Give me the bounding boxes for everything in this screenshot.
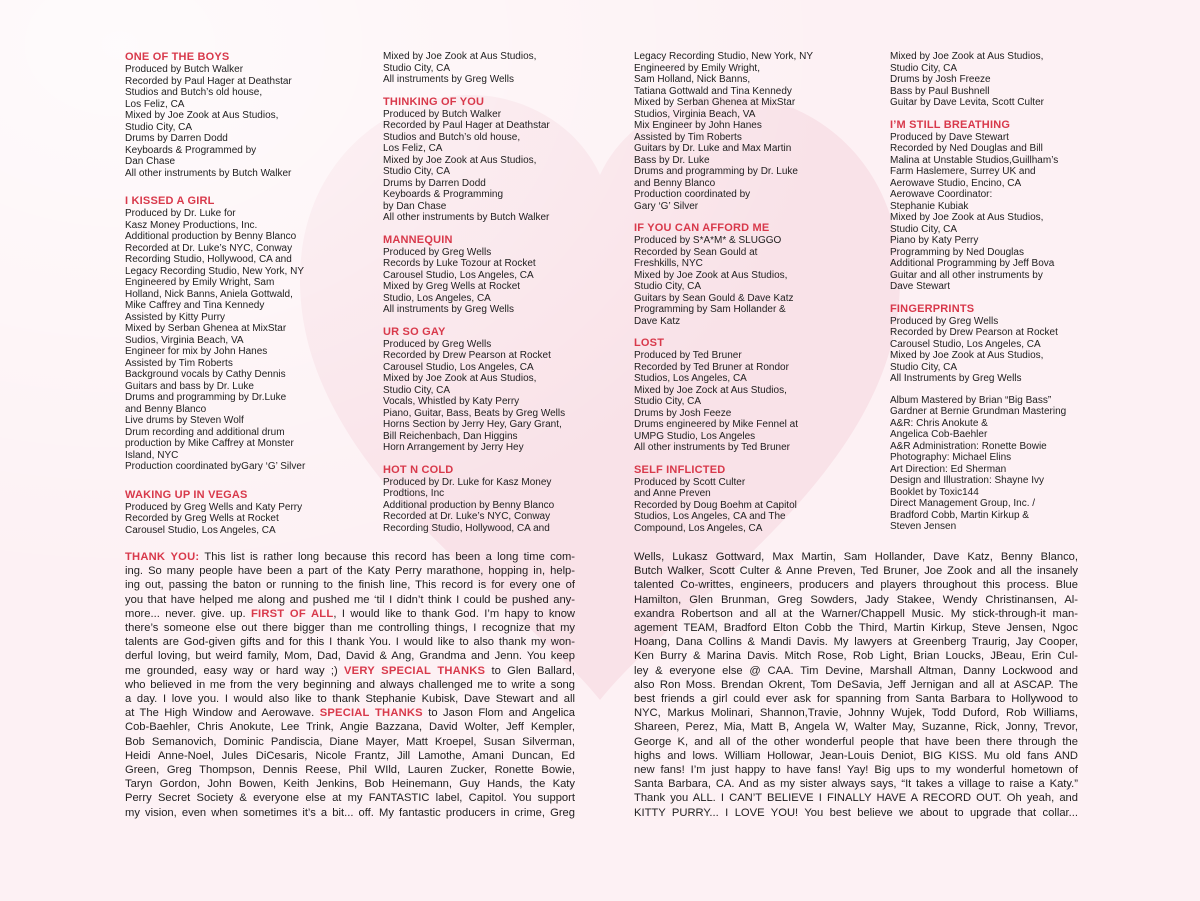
paragraph-line	[634, 607, 1078, 621]
credit-block	[634, 51, 884, 212]
credit-line: Studios and Butch’s old house,	[125, 87, 263, 98]
credit-line: Produced by Dr. Luke for Kasz Money	[383, 476, 552, 488]
credit-line: Farm Haslemere, Surrey UK and	[890, 166, 1036, 177]
credit-block	[890, 395, 1140, 533]
credit-line: All instruments by Greg Wells	[383, 304, 514, 315]
credit-line: Drums by Darren Dodd	[125, 133, 228, 144]
credit-line: All other instruments by Butch Walker	[125, 167, 292, 179]
credits-column-3	[634, 51, 884, 534]
paragraph-line	[634, 735, 1078, 749]
credit-line: Production coordinated byGary ‘G’ Silver	[125, 461, 306, 472]
credit-block	[383, 326, 633, 454]
paragraph-line	[634, 806, 1078, 820]
credit-line: Dan Chase	[125, 156, 176, 167]
paragraph-line	[634, 692, 1078, 706]
credit-line: Dave Katz	[634, 315, 681, 327]
credit-line: Produced by Greg Wells	[383, 338, 492, 350]
body-text: best friends a girl could ever ask for spanning from Santa Barbara to Hollywood to	[634, 693, 1078, 706]
credit-line: Mixed by Joe Zook at Aus Studios,	[383, 154, 537, 166]
credit-line: Produced by Greg Wells and Katy Perry	[125, 501, 303, 513]
paragraph-line	[125, 664, 575, 678]
song-title: FINGERPRINTS	[890, 302, 975, 315]
credit-line: Produced by Scott Culter	[634, 476, 746, 488]
credit-line: Direct Management Group, Inc. /	[890, 498, 1036, 509]
paragraph-line	[125, 806, 575, 820]
body-text: ing. So many people have been a part of the Katy Perry marathone, hopping in, help-	[125, 565, 575, 578]
credit-line: Studios, Los Angeles, CA and The	[634, 511, 786, 522]
credit-line: Gary ‘G’ Silver	[634, 200, 699, 212]
body-text: This list is rather long because this record has been a long time com-	[199, 551, 575, 563]
credit-line: Aerowave Studio, Encino, CA	[890, 177, 1022, 189]
paragraph-line	[125, 706, 575, 720]
credit-line: Mixed by Greg Wells at Rocket	[383, 281, 521, 292]
credit-line: and Benny Blanco	[125, 403, 207, 415]
credit-line: Recorded at Dr. Luke’s NYC, Conway	[383, 511, 551, 522]
credit-line: Sam Holland, Nick Banns,	[634, 74, 751, 85]
credit-line: Design and Illustration: Shayne Ivy	[890, 475, 1044, 486]
paragraph-line	[634, 550, 1078, 564]
credit-line: Sudios, Virginia Beach, VA	[125, 334, 244, 346]
credit-line: Engineered by Emily Wright,	[634, 62, 760, 74]
paragraph-line	[125, 635, 575, 649]
credit-line: Drums by Darren Dodd	[383, 177, 486, 189]
body-text: agement TEAM, Bradford Elton Cobb the Third, Martin Kirkup, Steve Jensen, Ngoc	[634, 622, 1078, 635]
credit-line: Recorded by Ned Douglas and Bill	[890, 143, 1043, 154]
body-text: Hoang, Dana Collins & Mandi Davis. My lawyers at Greenberg Traurig, Jay Cooper,	[634, 636, 1078, 649]
credit-line: Carousel Studio, Los Angeles, CA	[125, 524, 276, 536]
credit-line: Mixed by Joe Zook at Aus Studios,	[383, 51, 537, 62]
body-text: me grounded, easy way or hard way ;)	[125, 664, 344, 677]
body-text: Santa Barbara, CA. And as my sister always says, “It takes a village to raise a Katy.”	[634, 778, 1078, 791]
body-text: ing out, passing the baton or running to the finish line, This record is for every one of	[125, 579, 575, 592]
credit-line: and Benny Blanco	[634, 177, 716, 189]
credits-column-1	[125, 51, 375, 536]
credit-line: Programming by Ned Douglas	[890, 246, 1024, 258]
credit-line: Angelica Cob-Baehler	[890, 429, 988, 440]
credit-line: Programming by Sam Hollander &	[634, 304, 786, 315]
credit-line: Photography: Michael Elins	[890, 452, 1012, 463]
body-text: KITTY PURRY... I LOVE YOU! You best believe we about to upgrade that collar...	[634, 806, 1078, 819]
body-text: who believed in me from the very beginning and always challenged me to write a song	[125, 678, 575, 691]
credit-line: Mixed by Serban Ghenea at MixStar	[125, 323, 287, 334]
body-text: to Glen Ballard,	[485, 664, 575, 677]
credit-line: Production coordinated by	[634, 189, 751, 200]
body-text: Bob Semanovich, Dominic Pandiscia, Diane Mayer, Matt Kroepel, Susan Silverman,	[125, 735, 575, 748]
highlight-text: VERY SPECIAL THANKS	[344, 664, 486, 677]
credit-line: Guitars and bass by Dr. Luke	[125, 380, 254, 392]
credit-block	[125, 489, 375, 537]
credit-line: Piano, Guitar, Bass, Beats by Greg Wells	[383, 407, 566, 419]
body-text: to Jason Flom and Angelica	[422, 707, 575, 720]
credit-line: Booklet by Toxic144	[890, 486, 979, 498]
highlight-text: FIRST OF ALL	[251, 607, 334, 620]
song-title: IF YOU CAN AFFORD ME	[634, 222, 770, 234]
credit-line: Mike Caffrey and Tina Kennedy	[125, 300, 265, 311]
song-title: I KISSED A GIRL	[125, 195, 215, 207]
credit-line: production by Mike Caffrey at Monster	[125, 438, 294, 449]
body-text: Thank you ALL. I CAN’T BELIEVE I FINALLY HAVE A RECORD OUT. Oh yeah, and	[634, 792, 1078, 805]
body-text: Ken Burry & Marina Davis. Mitch Rose, Rob Light, Brian Loucks, JBeau, Erin Cul-	[634, 650, 1078, 663]
credit-line: Mixed by Joe Zock at Aus Studios,	[634, 384, 787, 396]
paragraph-line	[125, 578, 575, 592]
body-text: there’s someone else out there bigger than me controlling things, I recognize that my	[125, 622, 575, 635]
credit-line: Recording Studio, Hollywood, CA and	[125, 254, 292, 265]
credit-line: Gardner at Bernie Grundman Mastering	[890, 406, 1067, 417]
credit-line: Mixed by Joe Zook at Aus Studios,	[890, 51, 1044, 62]
credit-block	[383, 464, 633, 535]
credit-line: Aerowave Coordinator:	[890, 189, 993, 200]
song-title: ONE OF THE BOYS	[125, 51, 230, 63]
credit-block	[383, 96, 633, 224]
credit-block	[634, 464, 884, 535]
paragraph-line	[125, 564, 575, 578]
paragraph-line	[634, 635, 1078, 649]
body-text: Butch Walker, Scott Culter & Anne Preven, Ted Bruner, Joe Zook and all the insanely	[634, 565, 1078, 578]
credit-line: Guitars by Dr. Luke and Max Martin	[634, 143, 792, 154]
credit-line: Drums engineered by Mike Fennel at	[634, 419, 798, 430]
credit-block	[634, 337, 884, 454]
paragraph-line	[634, 593, 1078, 607]
credit-line: Mixed by Joe Zook at Aus Studios,	[383, 373, 537, 384]
body-text: my vision, even when sometimes it’s a bit... off. My fantastic producers in crime, Greg	[125, 806, 575, 819]
paragraph-line	[125, 593, 575, 607]
paragraph-line	[634, 763, 1078, 777]
credit-line: Carousel Studio, Los Angeles, CA	[890, 338, 1041, 350]
credit-line: Drums by Josh Freeze	[890, 74, 991, 85]
body-text: George K, and all of the other wonderful people that have been there through the	[634, 735, 1078, 748]
body-text: Heidi Anne-Noel, Jules DiCesaris, Nicole Frantz, Jill Lamothe, Amani Duncan, Ed	[125, 749, 575, 762]
credit-line: Kasz Money Productions, Inc.	[125, 219, 258, 231]
body-text: Wells, Lukasz Gottward, Max Martin, Sam Hollander, Dave Katz, Benny Blanco,	[634, 551, 1078, 563]
song-title: MANNEQUIN	[383, 233, 453, 246]
credit-block	[125, 195, 375, 473]
credit-line: Studio City, CA	[125, 121, 193, 133]
body-text: at The High Window and Aerowave.	[125, 707, 320, 720]
credit-line: Engineer for mix by John Hanes	[125, 346, 268, 357]
credit-block	[890, 303, 1140, 385]
thank-you-paragraph-left	[125, 550, 575, 820]
credit-line: Mixed by Serban Ghenea at MixStar	[634, 97, 796, 108]
credit-line: Studio City, CA	[383, 384, 451, 396]
credit-line: Vocals, Whistled by Katy Perry	[383, 396, 520, 407]
paragraph-line	[634, 578, 1078, 592]
song-title: UR SO GAY	[383, 325, 446, 338]
credit-line: Dave Stewart	[890, 281, 951, 292]
paragraph-line	[125, 550, 575, 564]
credit-line: All other instruments by Butch Walker	[383, 212, 550, 223]
credits-column-4	[890, 51, 1140, 533]
body-text: talents are God-given gifts and for this I thank You. I would like to also thank my won-	[125, 636, 575, 649]
credit-line: Recorded at Dr. Luke’s NYC, Conway	[125, 242, 293, 254]
credit-line: Assisted by Tim Roberts	[125, 357, 233, 369]
credit-line: Recorded by Doug Boehm at Capitol	[634, 499, 797, 511]
paragraph-line	[125, 607, 575, 621]
paragraph-line	[634, 749, 1078, 763]
credit-line: Additional Programming by Jeff Bova	[890, 258, 1055, 269]
credit-line: Produced by Greg Wells	[383, 246, 492, 258]
credit-line: Mixed by Joe Zook at Aus Studios,	[890, 350, 1044, 361]
paragraph-line	[125, 777, 575, 791]
body-text: also Ron Moss. Brendan Okrent, Tom DeSavia, Jeff Jernigan and all at ASCAP. The	[634, 678, 1078, 691]
paragraph-line	[634, 664, 1078, 678]
credit-block	[383, 51, 633, 86]
credit-line: Studio City, CA	[634, 396, 702, 407]
paragraph-line	[634, 777, 1078, 791]
credit-line: Produced by Dr. Luke for	[125, 208, 236, 219]
body-text: Perry Secret Society & everyone else at my FANTASTIC label, Capitol. You support	[125, 792, 575, 805]
paragraph-line	[125, 678, 575, 692]
credit-line: Studio City, CA	[890, 223, 958, 235]
body-text: exandra Robertson and all at the Warner/Chappell Music. My stick-through-it man-	[634, 607, 1078, 620]
credit-line: Studio City, CA	[383, 166, 451, 177]
song-title: SELF INFLICTED	[634, 463, 726, 476]
credit-line: Horns Section by Jerry Hey, Gary Grant,	[383, 419, 562, 430]
credit-block	[383, 234, 633, 316]
credit-line: Guitar by Dave Levita, Scott Culter	[890, 97, 1044, 108]
body-text: you that have helped me along and pushed me ‘til I didn’t think I could be pushed any-	[125, 593, 575, 606]
credit-line: Additional production by Benny Blanco	[383, 499, 555, 511]
credit-line: Additional production by Benny Blanco	[125, 231, 297, 242]
credit-line: Bill Reichenbach, Dan Higgins	[383, 430, 518, 442]
credit-line: Studio City, CA	[890, 361, 958, 373]
paragraph-line	[634, 706, 1078, 720]
highlight-text: THANK YOU:	[125, 551, 200, 563]
credit-line: Bass by Paul Bushnell	[890, 85, 990, 97]
credit-line: Mixed by Joe Zook at Aus Studios,	[125, 110, 279, 121]
credit-line: Studios and Butch’s old house,	[383, 131, 521, 143]
paragraph-line	[125, 649, 575, 663]
song-title: HOT N COLD	[383, 463, 454, 476]
credit-line: Produced by S*A*M* & SLUGGO	[634, 235, 782, 246]
paragraph-line	[634, 720, 1078, 734]
body-text: a day. I love you. I would also like to thank Stephanie Kubisk, Dave Stewart and all	[125, 693, 575, 706]
credit-line: Recorded by Paul Hager at Deathstar	[383, 120, 550, 131]
credit-line: Drums and programming by Dr.Luke	[125, 392, 287, 403]
credit-line: Tatiana Gottwald and Tina Kennedy	[634, 85, 792, 97]
paragraph-line	[125, 791, 575, 805]
credit-line: Guitar and all other instruments by	[890, 269, 1043, 281]
credit-line: Studios, Los Angeles, CA	[634, 373, 747, 384]
credit-line: Los Feliz, CA	[125, 98, 185, 110]
credit-line: Legacy Recording Studio, New York, NY	[634, 51, 813, 62]
credit-block	[634, 222, 884, 327]
credit-line: Horn Arrangement by Jerry Hey	[383, 442, 524, 453]
credit-line: Island, NYC	[125, 449, 179, 461]
credit-block	[890, 51, 1140, 109]
credit-line: Produced by Butch Walker	[125, 64, 244, 75]
credit-line: Produced by Greg Wells	[890, 315, 999, 327]
credit-line: Engineered by Emily Wright, Sam	[125, 277, 275, 288]
credit-line: Prodtions, Inc	[383, 488, 445, 499]
body-text: new fans! I’m just happy to have fans! Yay! Big ups to my wonderful hometown of	[634, 764, 1078, 777]
credit-line: and Anne Preven	[634, 488, 711, 499]
body-text: Hamilton, Glen Brunman, Greg Sowders, Jady Stakee, Wendy Christinansen, Al-	[634, 593, 1078, 606]
credit-line: Background vocals by Cathy Dennis	[125, 369, 286, 380]
song-title: THINKING OF YOU	[383, 95, 485, 108]
body-text: talented Co-writtes, engineers, producers and players throughout this process. Blue	[634, 579, 1078, 592]
credit-line: Keyboards & Programming	[383, 189, 504, 200]
song-title: LOST	[634, 337, 665, 349]
body-text: ley & everyone else @ CAA. Tim Devine, Marshall Altman, Danny Lockwood and	[634, 664, 1078, 677]
credit-line: All Instruments by Greg Wells	[890, 373, 1022, 384]
credit-line: Studio City, CA	[383, 62, 451, 74]
paragraph-line	[125, 735, 575, 749]
credit-line: Holland, Nick Banns, Aniela Gottwald,	[125, 288, 293, 300]
paragraph-line	[125, 749, 575, 763]
paragraph-line	[634, 564, 1078, 578]
credit-line: Drums by Josh Feeze	[634, 407, 732, 419]
paragraph-line	[634, 791, 1078, 805]
credit-line: A&R Administration: Ronette Bowie	[890, 440, 1047, 452]
credit-line: Produced by Dave Stewart	[890, 131, 1009, 143]
credit-line: Steven Jensen	[890, 521, 957, 532]
credit-line: Live drums by Steven Wolf	[125, 415, 244, 426]
credit-line: Assisted by Tim Roberts	[634, 131, 742, 143]
credit-line: Keyboards & Programmed by	[125, 144, 257, 156]
credit-line: Carousel Studio, Los Angeles, CA	[383, 269, 534, 281]
song-title: WAKING UP IN VEGAS	[125, 488, 248, 501]
credit-line: Carousel Studio, Los Angeles, CA	[383, 361, 534, 373]
credit-line: Mix Engineer by John Hanes	[634, 120, 762, 131]
paragraph-line	[125, 621, 575, 635]
credit-line: Produced by Ted Bruner	[634, 350, 742, 361]
credit-line: Assisted by Kitty Purry	[125, 311, 226, 323]
credit-line: Piano by Katy Perry	[890, 235, 979, 246]
body-text: Green, Greg Thompson, Dennis Reese, Phil WIld, Lauren Zucker, Ronette Bowie,	[125, 764, 575, 777]
body-text: Shareen, Perez, Mia, Matt B, Angela W, Walter May, Suzanne, Rick, Jonny, Trevor,	[634, 721, 1078, 734]
body-text: Cob-Baehler, Chris Anokute, Lee Trink, Angie Bazzana, David Wolter, Jeff Kempler,	[125, 721, 575, 734]
credit-block	[125, 51, 375, 179]
credit-line: Studio, Los Angeles, CA	[383, 292, 491, 304]
credit-line: Los Feliz, CA	[383, 143, 443, 154]
body-text: highs and lows. William Hollowar, Jean-Louis Deniot, BIG KISS. Mu old fans AND	[634, 749, 1078, 762]
paragraph-line	[634, 649, 1078, 663]
paragraph-line	[125, 763, 575, 777]
credit-line: Stephanie Kubiak	[890, 200, 969, 212]
credit-line: Studio City, CA	[634, 281, 702, 292]
credit-line: Recorded by Greg Wells at Rocket	[125, 513, 279, 524]
credit-line: Mixed by Joe Zook at Aus Studios,	[634, 269, 788, 281]
body-text: NYC, Markus Molinari, Shannon,Travie, Johnny Wujek, Todd Duford, Rob Williams,	[634, 707, 1078, 720]
body-text: Taryn Gordon, John Bowen, Keith Jenkins, Bob Heinemann, Guy Hands, the Katy	[125, 778, 575, 791]
credit-line: Studios, Virginia Beach, VA	[634, 108, 756, 120]
paragraph-line	[634, 678, 1078, 692]
credit-line: Guitars by Sean Gould & Dave Katz	[634, 292, 794, 304]
paragraph-line	[634, 621, 1078, 635]
body-text: , I would like to thank God. I’m hapy to know	[333, 607, 575, 620]
credit-line: All other instruments by Ted Bruner	[634, 442, 791, 453]
credit-line: Drum recording and additional drum	[125, 426, 285, 438]
credit-line: UMPG Studio, Los Angeles	[634, 430, 756, 442]
credit-line: Art Direction: Ed Sherman	[890, 463, 1007, 475]
credit-line: Bass by Dr. Luke	[634, 154, 710, 166]
credit-line: by Dan Chase	[383, 200, 447, 212]
thank-you-paragraph-right	[634, 550, 1078, 820]
paragraph-line	[125, 692, 575, 706]
body-text: more... never. give. up.	[125, 607, 252, 620]
credit-line: Freshkills, NYC	[634, 258, 703, 269]
credit-line: Compound, Los Angeles, CA	[634, 522, 763, 534]
credit-line: Recorded by Drew Pearson at Rocket	[890, 327, 1058, 338]
credit-line: A&R: Chris Anokute &	[890, 417, 988, 429]
paragraph-line	[125, 720, 575, 734]
credit-line: Recorded by Ted Bruner at Rondor	[634, 361, 789, 373]
credit-line: Recorded by Paul Hager at Deathstar	[125, 75, 292, 87]
credit-line: Bradford Cobb, Martin Kirkup &	[890, 509, 1029, 521]
credit-line: Produced by Butch Walker	[383, 108, 502, 120]
credit-line: Records by Luke Tozour at Rocket	[383, 258, 536, 269]
body-text: derful loving, but weird family, Mom, Dad, David & Ang, Grandma and Jenn. You keep	[125, 650, 575, 663]
credit-line: Studio City, CA	[890, 62, 958, 74]
credit-block	[890, 119, 1140, 293]
credit-line: Drums and programming by Dr. Luke	[634, 166, 798, 177]
credits-column-2	[383, 51, 633, 534]
credit-line: Legacy Recording Studio, New York, NY	[125, 265, 304, 277]
credit-line: Recorded by Drew Pearson at Rocket	[383, 350, 551, 361]
credit-line: Album Mastered by Brian “Big Bass”	[890, 394, 1052, 406]
credit-line: All instruments by Greg Wells	[383, 74, 514, 85]
credit-line: Malina at Unstable Studios,Guillham’s	[890, 154, 1059, 166]
song-title: I’M STILL BREATHING	[890, 118, 1011, 131]
credit-line: Recorded by Sean Gould at	[634, 246, 758, 258]
credit-line: Recording Studio, Hollywood, CA and	[383, 522, 550, 534]
highlight-text: SPECIAL THANKS	[319, 707, 423, 720]
credit-line: Mixed by Joe Zook at Aus Studios,	[890, 212, 1044, 223]
